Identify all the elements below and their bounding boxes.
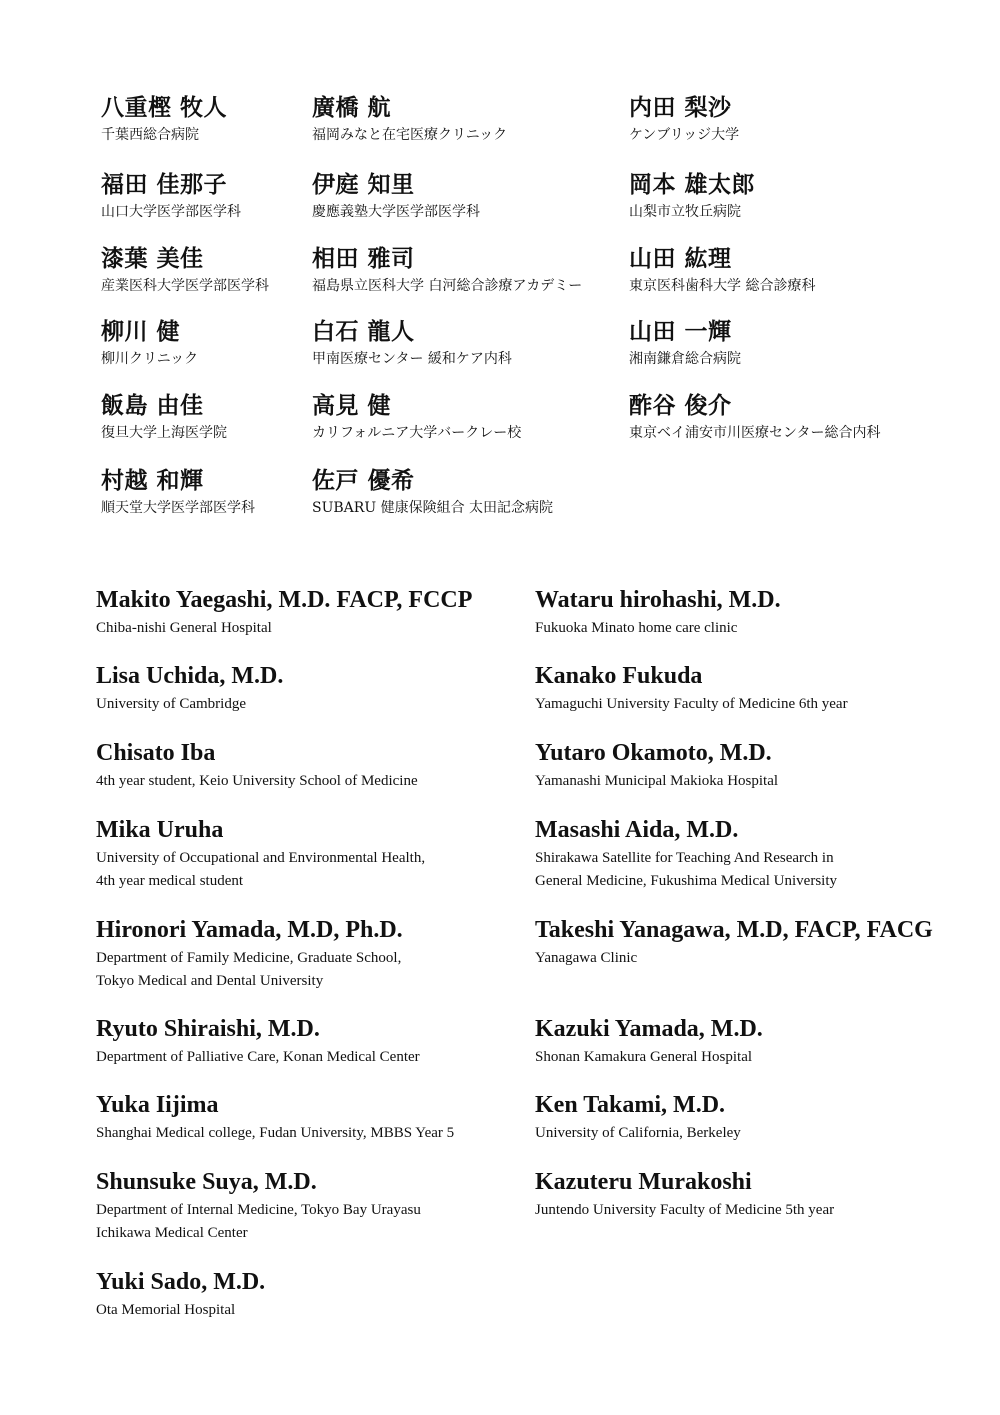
jp-member: [312, 392, 652, 442]
jp-member: [629, 171, 969, 221]
jp-member-affiliation: 東京ベイ浦安市川医療センター総合内科: [629, 425, 881, 441]
en-member-affiliation: Department of Palliative Care, Konan Medical Center: [96, 1049, 420, 1065]
en-member: [535, 1167, 975, 1222]
jp-member-affiliation: 東京医科歯科大学 総合診療科: [629, 278, 816, 294]
en-member-name: Hironori Yamada, M.D, Ph.D.: [96, 917, 403, 943]
jp-member-name: 廣橋 航: [312, 94, 392, 121]
en-member-name: Chisato Iba: [96, 740, 216, 766]
en-member-affiliation: University of Cambridge: [96, 696, 246, 712]
en-member-affiliation: Yanagawa Clinic: [535, 950, 638, 966]
jp-member-affiliation: 福島県立医科大学 白河総合診療アカデミー: [312, 278, 583, 294]
en-member: [535, 738, 975, 793]
en-member-name: Ryuto Shiraishi, M.D.: [96, 1016, 320, 1042]
jp-member-affiliation: 福岡みなと在宅医療クリニック: [312, 127, 508, 143]
en-member-name: Yutaro Okamoto, M.D.: [535, 740, 772, 766]
en-member-name: Lisa Uchida, M.D.: [96, 663, 284, 689]
en-member: [535, 661, 975, 716]
en-member: [535, 585, 975, 640]
jp-member-name: 高見 健: [312, 392, 392, 419]
en-member: [96, 1014, 536, 1069]
en-member-name: Kanako Fukuda: [535, 663, 703, 689]
en-member-name: Kazuteru Murakoshi: [535, 1169, 752, 1195]
jp-member-affiliation: 復旦大学上海医学院: [101, 425, 227, 441]
en-member-name: Wataru hirohashi, M.D.: [535, 587, 781, 613]
en-member-affiliation: University of Occupational and Environmental Health,: [96, 850, 426, 866]
en-member: [96, 661, 536, 716]
en-member: [535, 1090, 975, 1145]
en-member-name: Takeshi Yanagawa, M.D, FACP, FACG: [535, 917, 933, 943]
jp-member-affiliation: 慶應義塾大学医学部医学科: [312, 204, 480, 220]
en-member-affiliation: Juntendo University Faculty of Medicine 5th year: [535, 1202, 835, 1218]
jp-member: [312, 245, 652, 295]
en-member-name: Yuki Sado, M.D.: [96, 1269, 266, 1295]
en-member-affiliation: Shirakawa Satellite for Teaching And Research in: [535, 850, 834, 866]
jp-member-name: 白石 龍人: [312, 318, 415, 345]
jp-member: [312, 171, 652, 221]
jp-member-affiliation: カリフォルニア大学バークレー校: [312, 425, 522, 441]
en-member-name: Ken Takami, M.D.: [535, 1092, 726, 1118]
jp-member-affiliation: 山梨市立牧丘病院: [629, 204, 741, 220]
jp-member-name: 佐戸 優希: [312, 467, 415, 494]
jp-member-name: 漆葉 美佳: [101, 245, 204, 272]
jp-member: [312, 94, 652, 144]
en-member: [96, 1167, 536, 1245]
en-member-affiliation: Ota Memorial Hospital: [96, 1302, 236, 1318]
en-member-affiliation: University of California, Berkeley: [535, 1125, 741, 1141]
en-member-name: Mika Uruha: [96, 817, 224, 843]
en-member-name: Kazuki Yamada, M.D.: [535, 1016, 763, 1042]
en-member-name: Makito Yaegashi, M.D. FACP, FCCP: [96, 587, 473, 613]
jp-member-name: 山田 紘理: [629, 245, 732, 272]
jp-member: [629, 94, 969, 144]
en-member-name: Shunsuke Suya, M.D.: [96, 1169, 317, 1195]
en-member-name: Yuka Iijima: [96, 1092, 219, 1118]
en-member-affiliation: Chiba-nishi General Hospital: [96, 620, 272, 636]
en-member-affiliation: 4th year student, Keio University School of Medicine: [96, 773, 418, 789]
en-member-affiliation: Shanghai Medical college, Fudan University, MBBS Year 5: [96, 1125, 455, 1141]
jp-member-affiliation: 甲南医療センター 緩和ケア内科: [312, 351, 512, 367]
en-member-affiliation-line2: 4th year medical student: [96, 873, 244, 889]
jp-member-name: 伊庭 知里: [312, 171, 415, 198]
en-member-affiliation: Shonan Kamakura General Hospital: [535, 1049, 753, 1065]
jp-member-affiliation: 山口大学医学部医学科: [101, 204, 241, 220]
en-member-affiliation-line2: Tokyo Medical and Dental University: [96, 973, 324, 989]
jp-member-affiliation: 柳川クリニック: [101, 351, 199, 367]
en-member-affiliation-line2: General Medicine, Fukushima Medical University: [535, 873, 838, 889]
en-member: [535, 915, 975, 970]
en-member-affiliation: Yamaguchi University Faculty of Medicine 6th year: [535, 696, 848, 712]
en-member: [535, 1014, 975, 1069]
jp-member-affiliation: SUBARU 健康保険組合 太田記念病院: [312, 500, 554, 516]
jp-member: [629, 318, 969, 368]
jp-member: [312, 318, 652, 368]
jp-member-name: 内田 梨沙: [629, 94, 732, 121]
jp-member-name: 村越 和輝: [101, 467, 204, 494]
jp-member: [629, 245, 969, 295]
jp-member-name: 福田 佳那子: [101, 171, 228, 198]
en-member: [535, 815, 975, 893]
jp-member-name: 相田 雅司: [312, 245, 415, 272]
jp-member-affiliation: ケンブリッジ大学: [629, 127, 740, 143]
english-member-list: [0, 570, 1000, 1350]
en-member-name: Masashi Aida, M.D.: [535, 817, 739, 843]
en-member: [96, 1267, 536, 1322]
jp-member-affiliation: 産業医科大学医学部医学科: [101, 278, 269, 294]
en-member: [96, 815, 536, 893]
en-member: [96, 915, 536, 993]
en-member: [96, 1090, 536, 1145]
jp-member-name: 八重樫 牧人: [101, 94, 228, 121]
jp-member-name: 柳川 健: [101, 318, 181, 345]
jp-member-affiliation: 順天堂大学医学部医学科: [101, 500, 255, 516]
en-member: [96, 738, 536, 793]
jp-member-name: 酢谷 俊介: [629, 392, 732, 419]
en-member-affiliation: Yamanashi Municipal Makioka Hospital: [535, 773, 779, 789]
en-member-affiliation-line2: Ichikawa Medical Center: [96, 1225, 248, 1241]
jp-member-name: 山田 一輝: [629, 318, 732, 345]
jp-member-affiliation: 湘南鎌倉総合病院: [629, 351, 741, 367]
jp-member-name: 飯島 由佳: [101, 392, 204, 419]
japanese-member-list: [0, 0, 1000, 540]
jp-member-affiliation: 千葉西総合病院: [101, 127, 199, 143]
jp-member-name: 岡本 雄太郎: [629, 171, 756, 198]
en-member-affiliation: Department of Family Medicine, Graduate School,: [96, 950, 402, 966]
en-member-affiliation: Department of Internal Medicine, Tokyo Bay Urayasu: [96, 1202, 421, 1218]
en-member-affiliation: Fukuoka Minato home care clinic: [535, 620, 738, 636]
en-member: [96, 585, 536, 640]
jp-member: [629, 392, 969, 442]
jp-member: [312, 467, 652, 517]
